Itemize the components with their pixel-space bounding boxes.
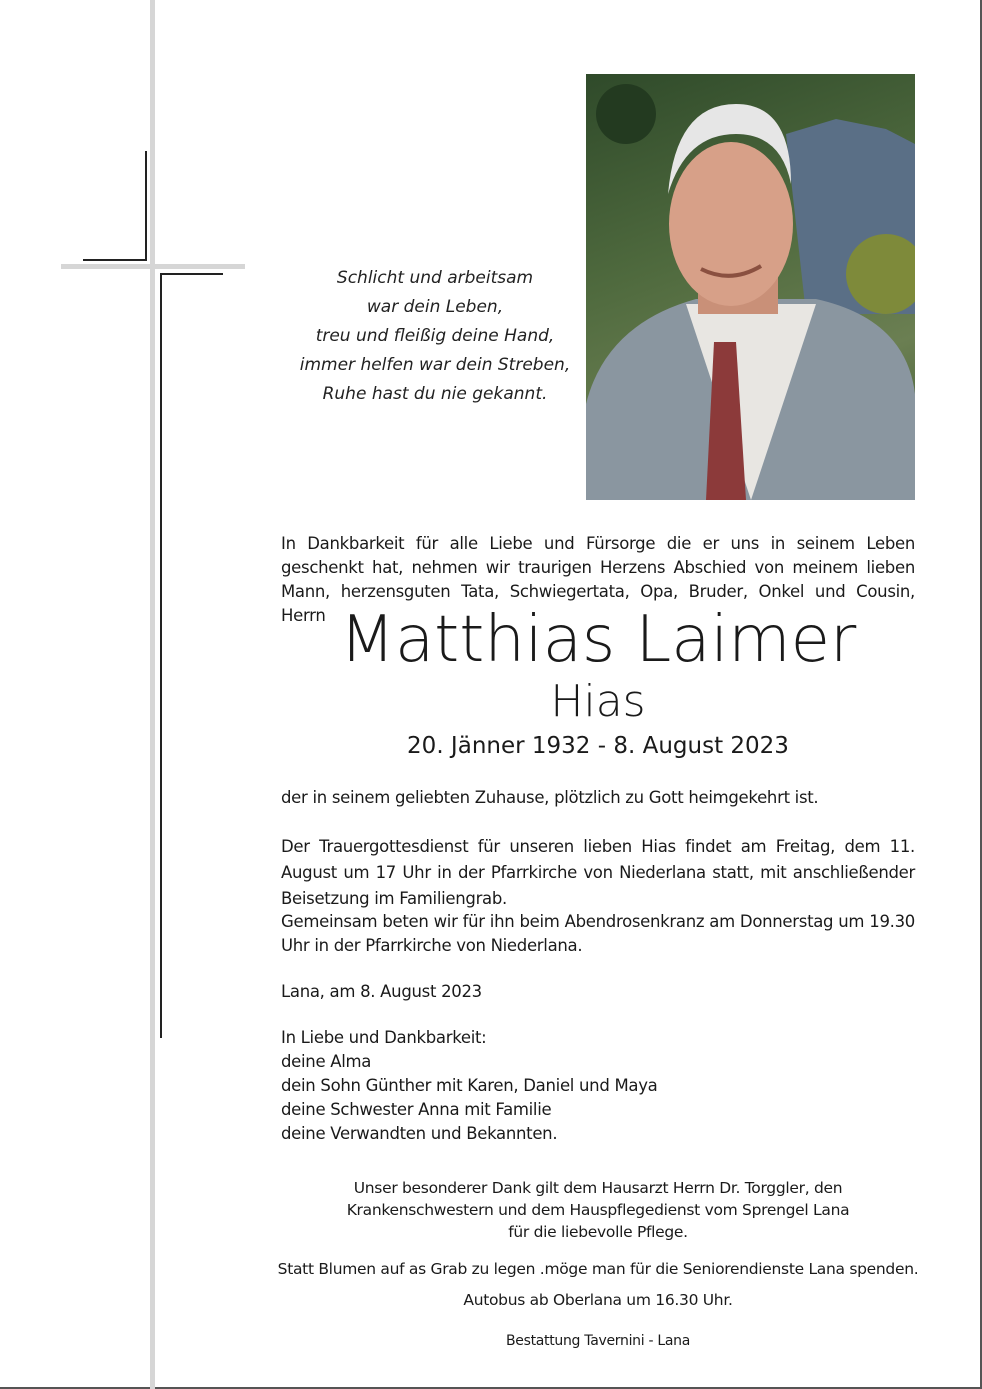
thanks-line: Krankenschwestern und dem Hauspflegedienst vom Sprengel Lana	[346, 1201, 850, 1219]
life-dates: 20. Jänner 1932 - 8. August 2023	[407, 733, 789, 759]
mourners-list	[281, 1026, 915, 1146]
poem	[290, 264, 580, 409]
mourner-line: deine Alma	[281, 1052, 372, 1071]
rosary-text: Gemeinsam beten wir für ihn beim Abendrosenkranz am Donnerstag um 19.30 Uhr in der Pfarrkirche von Niederlana.	[281, 912, 915, 955]
poem-line: Schlicht und arbeitsam	[336, 268, 534, 288]
undertaker: Bestattung Tavernini - Lana	[505, 1333, 691, 1349]
mourner-line: dein Sohn Günther mit Karen, Daniel und Maya	[281, 1076, 658, 1095]
cross-line	[160, 273, 223, 275]
deceased-name: Matthias Laimer	[339, 603, 857, 677]
poem-line: war dein Leben,	[366, 297, 504, 317]
portrait-photo	[586, 74, 915, 500]
poem-line: treu und fleißig deine Hand,	[315, 326, 555, 346]
cross-horizontal-bar	[61, 264, 245, 269]
poem-line: Ruhe hast du nie gekannt.	[322, 384, 548, 404]
thanks-line: Unser besonderer Dank gilt dem Hausarzt Herrn Dr. Torggler, den	[353, 1179, 843, 1197]
cross-line	[145, 151, 147, 261]
poem-line: immer helfen war dein Streben,	[299, 355, 571, 375]
intro-text: In Dankbarkeit für alle Liebe und Fürsorge die er uns in seinem Leben geschenkt hat, nehmen wir traurigen Herzens Abschied von meinem lieben Mann, herzensguten Tata, Schwiegertata, Opa, Bruder, Onkel und Cousin, Herrn	[281, 534, 915, 625]
cross-vertical-bar	[150, 0, 155, 1389]
thanks-line: für die liebevolle Pflege.	[508, 1223, 688, 1241]
thanks-text	[281, 1177, 915, 1243]
bus-info: Autobus ab Oberlana um 16.30 Uhr.	[463, 1291, 733, 1309]
deceased-nickname: Hias	[550, 676, 646, 727]
place-date: Lana, am 8. August 2023	[281, 982, 482, 1001]
mourner-line: In Liebe und Dankbarkeit:	[281, 1028, 487, 1047]
mourner-line: deine Verwandten und Bekannten.	[281, 1124, 558, 1143]
passing-text: der in seinem geliebten Zuhause, plötzlich zu Gott heimgekehrt ist.	[281, 788, 819, 807]
cross-line	[160, 273, 162, 1038]
donation-text: Statt Blumen auf as Grab zu legen .möge man für die Seniorendienste Lana spenden.	[277, 1260, 919, 1278]
mourner-line: deine Schwester Anna mit Familie	[281, 1100, 552, 1119]
cross-line	[83, 259, 147, 261]
service-text: Der Trauergottesdienst für unseren lieben Hias findet am Freitag, dem 11. August um 17 Uhr in der Pfarrkirche von Niederlana statt, mit anschließender Beisetzung im Familiengrab.	[281, 837, 915, 908]
